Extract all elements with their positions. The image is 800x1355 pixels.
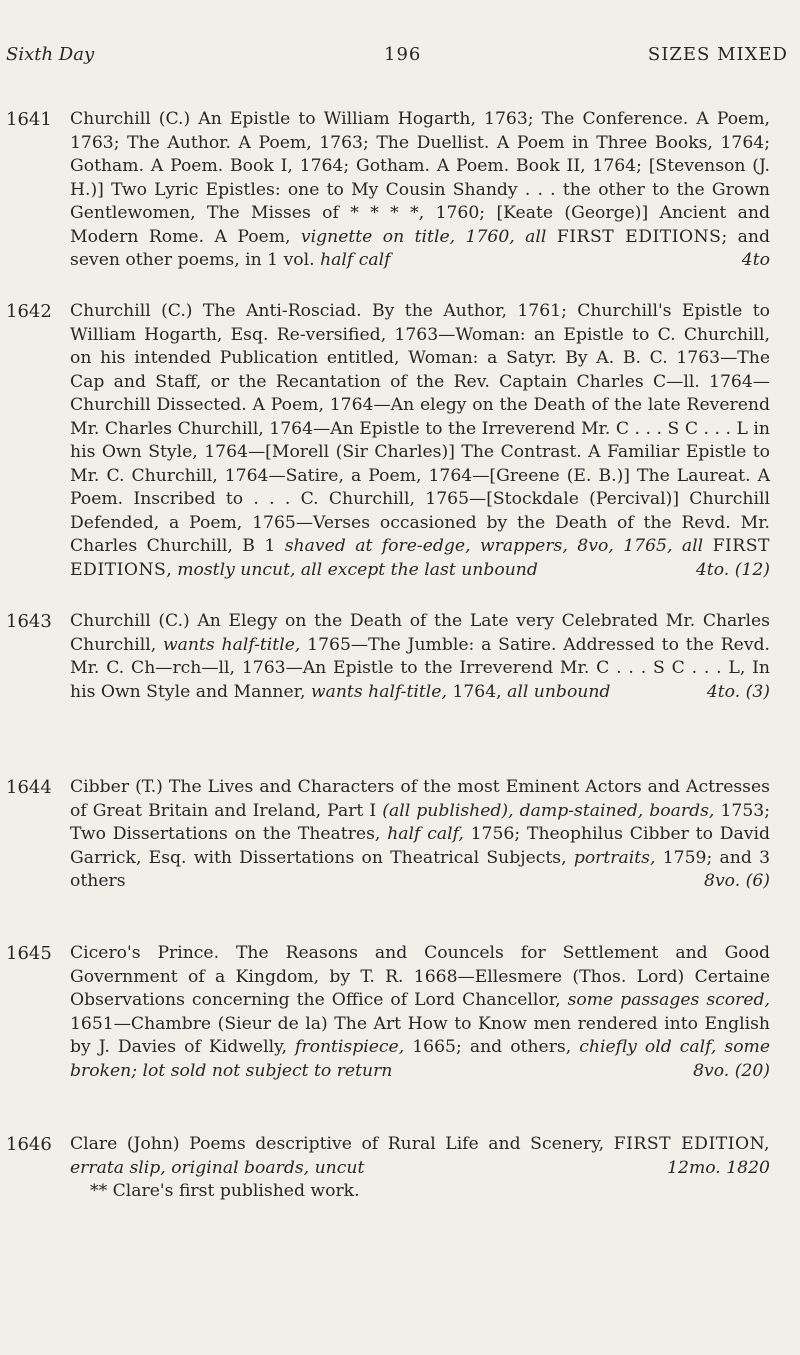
lot-detail: (all published), damp-stained, boards, <box>382 800 715 821</box>
lot-format: 8vo. <box>704 871 741 891</box>
lot-text-3: 1756; Theophilus Cibber to David Garrick, Esq. with Dissertations on Theatrical Subjects, <box>70 824 770 868</box>
lot-year: 1820 <box>726 1157 770 1178</box>
lot-detail: some passages scored, <box>567 990 770 1010</box>
lot-count: (6) <box>745 871 770 891</box>
lot-title-text: Churchill (C.) An Elegy on the Death of the Late very Celebrated Mr. Charles Churchill, <box>70 611 770 655</box>
lot-number: 1645 <box>6 943 52 964</box>
page-number: 196 <box>384 44 422 65</box>
lot-format: 8vo. <box>693 1060 730 1081</box>
lot-count: (3) <box>745 681 770 702</box>
lot-detail: shaved at fore-edge, wrappers, 8vo, 1765, all <box>284 536 704 556</box>
binding: half calf, <box>387 824 464 844</box>
edition-note: FIRST EDITIONS <box>70 536 770 580</box>
lot-text-4: 1759; and 3 others <box>70 847 771 891</box>
lot-format: 4to <box>741 250 770 270</box>
lot-format: 12mo. <box>667 1157 721 1178</box>
lot-format: 4to. <box>706 681 741 702</box>
lot-detail-tail: mostly uncut, all except the last unbound <box>177 559 538 580</box>
lot-description <box>70 776 770 894</box>
lot-text-2: 1765—The Jumble: a Satire. Addressed to the Revd. Mr. C. Ch—rch—ll, 1763—An Epistle to the Irreverend Mr. C . . . S C . . . L, In his Own Style and Manner, <box>70 634 770 702</box>
lot-description <box>70 610 770 704</box>
binding: all unbound <box>507 681 611 702</box>
running-head-section: SIZES MIXED <box>647 44 788 65</box>
lot-note: ** Clare's first published work. <box>90 1181 360 1201</box>
running-head-day: Sixth Day <box>6 44 95 65</box>
lot-title-text: Clare (John) Poems descriptive of Rural Life and Scenery, <box>70 1134 605 1154</box>
lot-detail-2: portraits, <box>573 847 656 868</box>
lot-detail: vignette on title, 1760, all <box>300 226 547 247</box>
lot-count: (12) <box>734 559 770 580</box>
lot-number: 1642 <box>6 301 52 322</box>
page-header <box>6 44 788 74</box>
edition-note: FIRST EDITIONS <box>556 226 722 247</box>
lot-title-text: Cicero's Prince. The Reasons and Councels for Settlement and Good Government of a Kingdom, by T. R. 1668—Ellesmere (Thos. Lord) Certaine Observations concerning the Office of Lord Chancellor, <box>70 943 770 1010</box>
lot-detail-2: frontispiece, <box>295 1037 405 1057</box>
lot-text-3: 1665; and others, <box>412 1037 572 1057</box>
lot-number: 1646 <box>6 1134 52 1155</box>
lot-title-text: Churchill (C.) An Epistle to William Hogarth, 1763; The Conference. A Poem, 1763; The Author. A Poem, 1763; The Duellist. A Poem in Three Books, 1764; Gotham. A Poem. Book I, 1764; Gotham. A Poem. Book II, 1764; [Stevenson (J. H.)] Two Lyric Epistles: one to My Cousin Shandy . . . the other to the Grown Gentlewomen, The Misses of * * * *, 1760; [Keate (George)] Ancient and Modern Rome. A Poem, <box>70 109 770 247</box>
lot-text-2: 1753; Two Dissertations on the Theatres, <box>70 800 770 844</box>
lot-count: (20) <box>734 1060 770 1081</box>
lot-description <box>70 1133 770 1204</box>
lot-text-2: 1651—Chambre (Sieur de la) The Art How to Know men rendered into English by J. Davies of Kidwelly, <box>70 1013 770 1057</box>
lot-detail-3: chiefly old calf, some broken; lot sold not subject to return <box>70 1037 771 1081</box>
edition-note: FIRST EDITION, <box>613 1134 770 1154</box>
lot-title-text: Cibber (T.) The Lives and Characters of the most Eminent Actors and Actresses of Great Britain and Ireland, Part I <box>70 777 770 821</box>
lot-description: Churchill (C.) The Anti-Rosciad. By the Author, 1761; Churchill's Epistle to William Hogarth, Esq. Re-versified, 1763—Woman: an Epistle to C. Churchill, on his intended Publication entitled, Woman: a Satyr. By A. B. C. 1763—The Cap and Staff, or the Recantation of the Rev. Captain Charles C—ll. 1764—Churchill Dissected. A Poem, 1764—An elegy on the Death of the late Reverend Mr. Charles Churchill, 1764—An Epistle to the Irreverend Mr. C . . . S C . . . L in his Own Style, 1764—[Morell (Sir Charles)] The Contrast. A Familiar Epistle to Mr. C. Churchill, 1764—Satire, a Poem, 1764—[Greene (E. B.)] The Laureat. A Poem. Inscribed to . . . C. Churchill, 1765—[Stockdale (Percival)] Churchill Defended, a Poem, 1765—Verses occasioned by the Death of the Revd. Mr. Charles Churchill, B 1 shaved at fore-edge, wrappers, 8vo, 1765, all FIRST EDITIONS, mostly uncut, all except the last unbound 4to. (12) <box>70 301 770 580</box>
lot-number: 1643 <box>6 611 52 632</box>
lot-detail: errata slip, original boards, uncut <box>70 1157 365 1178</box>
lot-description <box>70 108 770 273</box>
lot-title-text: Churchill (C.) The Anti-Rosciad. By the Author, 1761; Churchill's Epistle to William Hogarth, Esq. Re-versified, 1763—Woman: an Epistle to C. Churchill, on his intended Publication entitled, Woman: a Satyr. By A. B. C. 1763—The Cap and Staff, or the Recantation of the Rev. Captain Charles C—ll. 1764—Churchill Dissected. A Poem, 1764—An elegy on the Death of the late Reverend Mr. Charles Churchill, 1764—An Epistle to the Irreverend Mr. C . . . S C . . . L in his Own Style, 1764—[Morell (Sir Charles)] The Contrast. A Familiar Epistle to Mr. C. Churchill, 1764—Satire, a Poem, 1764—[Greene (E. B.)] The Laureat. A Poem. Inscribed to . . . C. Churchill, 1765—[Stockdale (Percival)] Churchill Defended, a Poem, 1765—Verses occasioned by the Death of the Revd. Mr. Charles Churchill, B 1 <box>70 301 770 556</box>
lot-format: 4to. <box>695 559 730 580</box>
lot-detail-2: wants half-title, <box>310 681 447 702</box>
lot-number: 1641 <box>6 109 52 130</box>
lot-detail: wants half-title, <box>162 634 301 655</box>
lot-description <box>70 942 770 1083</box>
binding: half calf <box>320 250 391 270</box>
lot-detail-tail: ; and seven other poems, in 1 vol. <box>70 226 770 270</box>
lot-text-3: 1764, <box>452 681 502 702</box>
lot-number: 1644 <box>6 777 52 798</box>
